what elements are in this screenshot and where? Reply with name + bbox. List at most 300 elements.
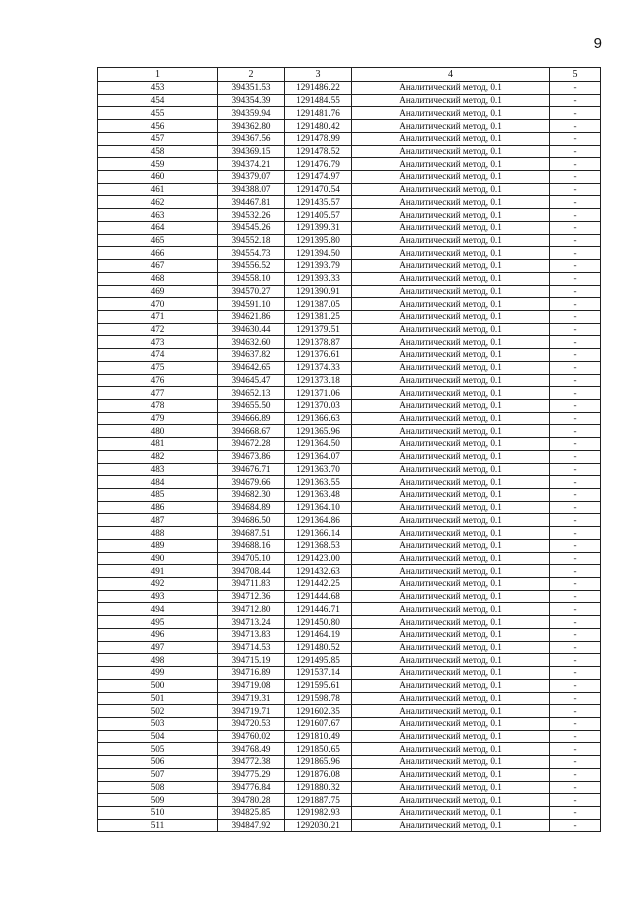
- point-number-cell: 493: [98, 590, 218, 603]
- point-number-cell: 461: [98, 183, 218, 196]
- y-coordinate-cell: 1291444.68: [285, 590, 352, 603]
- table-row: [98, 527, 601, 540]
- y-coordinate-cell: 1291368.53: [285, 539, 352, 552]
- note-cell: -: [550, 361, 601, 374]
- y-coordinate-cell: 1291365.96: [285, 425, 352, 438]
- method-cell: Аналитический метод, 0.1: [352, 654, 550, 667]
- point-number-cell: 469: [98, 285, 218, 298]
- x-coordinate-cell: 394621.86: [218, 310, 285, 323]
- point-number-cell: 457: [98, 132, 218, 145]
- note-cell: -: [550, 768, 601, 781]
- table-row: [98, 794, 601, 807]
- y-coordinate-cell: 1292030.21: [285, 819, 352, 832]
- point-number-cell: 483: [98, 463, 218, 476]
- point-number-cell: 474: [98, 349, 218, 362]
- y-coordinate-cell: 1291442.25: [285, 578, 352, 591]
- y-coordinate-cell: 1291363.48: [285, 489, 352, 502]
- table-row: [98, 234, 601, 247]
- table-row: [98, 399, 601, 412]
- y-coordinate-cell: 1291363.70: [285, 463, 352, 476]
- note-cell: -: [550, 221, 601, 234]
- x-coordinate-cell: 394374.21: [218, 158, 285, 171]
- method-cell: Аналитический метод, 0.1: [352, 234, 550, 247]
- y-coordinate-cell: 1291394.50: [285, 247, 352, 260]
- x-coordinate-cell: 394652.13: [218, 387, 285, 400]
- point-number-cell: 477: [98, 387, 218, 400]
- method-cell: Аналитический метод, 0.1: [352, 260, 550, 273]
- header-row: [98, 68, 601, 82]
- point-number-cell: 473: [98, 336, 218, 349]
- method-cell: Аналитический метод, 0.1: [352, 310, 550, 323]
- y-coordinate-cell: 1291446.71: [285, 603, 352, 616]
- point-number-cell: 454: [98, 94, 218, 107]
- method-cell: Аналитический метод, 0.1: [352, 221, 550, 234]
- x-coordinate-cell: 394682.30: [218, 489, 285, 502]
- point-number-cell: 475: [98, 361, 218, 374]
- x-coordinate-cell: 394687.51: [218, 527, 285, 540]
- page-number: 9: [593, 35, 602, 52]
- note-cell: -: [550, 756, 601, 769]
- point-number-cell: 482: [98, 450, 218, 463]
- y-coordinate-cell: 1291366.14: [285, 527, 352, 540]
- note-cell: -: [550, 781, 601, 794]
- table-row: [98, 336, 601, 349]
- point-number-cell: 471: [98, 310, 218, 323]
- table-row: [98, 107, 601, 120]
- note-cell: -: [550, 374, 601, 387]
- x-coordinate-cell: 394672.28: [218, 438, 285, 451]
- x-coordinate-cell: 394354.39: [218, 94, 285, 107]
- point-number-cell: 490: [98, 552, 218, 565]
- x-coordinate-cell: 394688.16: [218, 539, 285, 552]
- note-cell: -: [550, 654, 601, 667]
- note-cell: -: [550, 272, 601, 285]
- table-row: [98, 310, 601, 323]
- x-coordinate-cell: 394716.89: [218, 667, 285, 680]
- note-cell: -: [550, 260, 601, 273]
- y-coordinate-cell: 1291387.05: [285, 298, 352, 311]
- table-row: [98, 743, 601, 756]
- method-cell: Аналитический метод, 0.1: [352, 616, 550, 629]
- point-number-cell: 467: [98, 260, 218, 273]
- note-cell: -: [550, 578, 601, 591]
- x-coordinate-cell: 394388.07: [218, 183, 285, 196]
- table-row: [98, 247, 601, 260]
- method-cell: Аналитический метод, 0.1: [352, 501, 550, 514]
- note-cell: -: [550, 527, 601, 540]
- point-number-cell: 503: [98, 717, 218, 730]
- y-coordinate-cell: 1291374.33: [285, 361, 352, 374]
- point-number-cell: 479: [98, 412, 218, 425]
- point-number-cell: 501: [98, 692, 218, 705]
- method-cell: Аналитический метод, 0.1: [352, 565, 550, 578]
- header-col-2: 2: [218, 68, 285, 82]
- method-cell: Аналитический метод, 0.1: [352, 717, 550, 730]
- point-number-cell: 487: [98, 514, 218, 527]
- table-row: [98, 756, 601, 769]
- x-coordinate-cell: 394645.47: [218, 374, 285, 387]
- table-row: [98, 489, 601, 502]
- point-number-cell: 468: [98, 272, 218, 285]
- x-coordinate-cell: 394558.10: [218, 272, 285, 285]
- table-row: [98, 260, 601, 273]
- x-coordinate-cell: 394712.36: [218, 590, 285, 603]
- x-coordinate-cell: 394668.67: [218, 425, 285, 438]
- note-cell: -: [550, 552, 601, 565]
- method-cell: Аналитический метод, 0.1: [352, 349, 550, 362]
- method-cell: Аналитический метод, 0.1: [352, 730, 550, 743]
- table-row: [98, 590, 601, 603]
- table-row: [98, 806, 601, 819]
- note-cell: -: [550, 94, 601, 107]
- point-number-cell: 481: [98, 438, 218, 451]
- y-coordinate-cell: 1291887.75: [285, 794, 352, 807]
- note-cell: -: [550, 628, 601, 641]
- point-number-cell: 478: [98, 399, 218, 412]
- point-number-cell: 453: [98, 82, 218, 95]
- table-row: [98, 692, 601, 705]
- header-col-1: 1: [98, 68, 218, 82]
- x-coordinate-cell: 394676.71: [218, 463, 285, 476]
- note-cell: -: [550, 196, 601, 209]
- y-coordinate-cell: 1291598.78: [285, 692, 352, 705]
- point-number-cell: 506: [98, 756, 218, 769]
- table-row: [98, 539, 601, 552]
- note-cell: -: [550, 705, 601, 718]
- y-coordinate-cell: 1291373.18: [285, 374, 352, 387]
- table-row: [98, 552, 601, 565]
- x-coordinate-cell: 394367.56: [218, 132, 285, 145]
- y-coordinate-cell: 1291423.00: [285, 552, 352, 565]
- method-cell: Аналитический метод, 0.1: [352, 781, 550, 794]
- table-row: [98, 667, 601, 680]
- point-number-cell: 504: [98, 730, 218, 743]
- note-cell: -: [550, 501, 601, 514]
- note-cell: -: [550, 183, 601, 196]
- note-cell: -: [550, 285, 601, 298]
- method-cell: Аналитический метод, 0.1: [352, 107, 550, 120]
- y-coordinate-cell: 1291395.80: [285, 234, 352, 247]
- x-coordinate-cell: 394532.26: [218, 209, 285, 222]
- method-cell: Аналитический метод, 0.1: [352, 425, 550, 438]
- table-row: [98, 120, 601, 133]
- point-number-cell: 496: [98, 628, 218, 641]
- table-row: [98, 616, 601, 629]
- table-row: [98, 158, 601, 171]
- x-coordinate-cell: 394715.19: [218, 654, 285, 667]
- method-cell: Аналитический метод, 0.1: [352, 514, 550, 527]
- x-coordinate-cell: 394772.38: [218, 756, 285, 769]
- table-row: [98, 361, 601, 374]
- table-row: [98, 323, 601, 336]
- y-coordinate-cell: 1291390.91: [285, 285, 352, 298]
- table-row: [98, 94, 601, 107]
- y-coordinate-cell: 1291364.07: [285, 450, 352, 463]
- note-cell: -: [550, 145, 601, 158]
- method-cell: Аналитический метод, 0.1: [352, 94, 550, 107]
- table-row: [98, 730, 601, 743]
- x-coordinate-cell: 394768.49: [218, 743, 285, 756]
- note-cell: -: [550, 82, 601, 95]
- x-coordinate-cell: 394780.28: [218, 794, 285, 807]
- method-cell: Аналитический метод, 0.1: [352, 539, 550, 552]
- x-coordinate-cell: 394720.53: [218, 717, 285, 730]
- point-number-cell: 495: [98, 616, 218, 629]
- point-number-cell: 464: [98, 221, 218, 234]
- note-cell: -: [550, 209, 601, 222]
- x-coordinate-cell: 394467.81: [218, 196, 285, 209]
- y-coordinate-cell: 1291602.35: [285, 705, 352, 718]
- method-cell: Аналитический метод, 0.1: [352, 692, 550, 705]
- method-cell: Аналитический метод, 0.1: [352, 705, 550, 718]
- x-coordinate-cell: 394713.83: [218, 628, 285, 641]
- method-cell: Аналитический метод, 0.1: [352, 336, 550, 349]
- table-row: [98, 641, 601, 654]
- y-coordinate-cell: 1291495.85: [285, 654, 352, 667]
- note-cell: -: [550, 158, 601, 171]
- point-number-cell: 460: [98, 171, 218, 184]
- table-row: [98, 412, 601, 425]
- coordinates-table: [97, 67, 601, 832]
- x-coordinate-cell: 394711.83: [218, 578, 285, 591]
- point-number-cell: 486: [98, 501, 218, 514]
- point-number-cell: 463: [98, 209, 218, 222]
- method-cell: Аналитический метод, 0.1: [352, 463, 550, 476]
- method-cell: Аналитический метод, 0.1: [352, 298, 550, 311]
- x-coordinate-cell: 394684.89: [218, 501, 285, 514]
- y-coordinate-cell: 1291393.79: [285, 260, 352, 273]
- x-coordinate-cell: 394679.66: [218, 476, 285, 489]
- y-coordinate-cell: 1291880.32: [285, 781, 352, 794]
- x-coordinate-cell: 394847.92: [218, 819, 285, 832]
- table-row: [98, 781, 601, 794]
- y-coordinate-cell: 1291379.51: [285, 323, 352, 336]
- note-cell: -: [550, 450, 601, 463]
- table-row: [98, 209, 601, 222]
- table-row: [98, 705, 601, 718]
- y-coordinate-cell: 1291364.50: [285, 438, 352, 451]
- x-coordinate-cell: 394369.15: [218, 145, 285, 158]
- y-coordinate-cell: 1291478.52: [285, 145, 352, 158]
- y-coordinate-cell: 1291982.93: [285, 806, 352, 819]
- note-cell: -: [550, 730, 601, 743]
- method-cell: Аналитический метод, 0.1: [352, 438, 550, 451]
- point-number-cell: 488: [98, 527, 218, 540]
- x-coordinate-cell: 394362.80: [218, 120, 285, 133]
- x-coordinate-cell: 394825.85: [218, 806, 285, 819]
- y-coordinate-cell: 1291480.52: [285, 641, 352, 654]
- table-row: [98, 679, 601, 692]
- method-cell: Аналитический метод, 0.1: [352, 247, 550, 260]
- method-cell: Аналитический метод, 0.1: [352, 196, 550, 209]
- method-cell: Аналитический метод, 0.1: [352, 209, 550, 222]
- y-coordinate-cell: 1291470.54: [285, 183, 352, 196]
- point-number-cell: 465: [98, 234, 218, 247]
- point-number-cell: 505: [98, 743, 218, 756]
- x-coordinate-cell: 394630.44: [218, 323, 285, 336]
- y-coordinate-cell: 1291865.96: [285, 756, 352, 769]
- note-cell: -: [550, 298, 601, 311]
- table-row: [98, 463, 601, 476]
- note-cell: -: [550, 310, 601, 323]
- method-cell: Аналитический метод, 0.1: [352, 578, 550, 591]
- y-coordinate-cell: 1291537.14: [285, 667, 352, 680]
- point-number-cell: 509: [98, 794, 218, 807]
- method-cell: Аналитический метод, 0.1: [352, 158, 550, 171]
- x-coordinate-cell: 394642.65: [218, 361, 285, 374]
- method-cell: Аналитический метод, 0.1: [352, 743, 550, 756]
- y-coordinate-cell: 1291474.97: [285, 171, 352, 184]
- note-cell: -: [550, 323, 601, 336]
- method-cell: Аналитический метод, 0.1: [352, 489, 550, 502]
- table-row: [98, 425, 601, 438]
- note-cell: -: [550, 616, 601, 629]
- method-cell: Аналитический метод, 0.1: [352, 794, 550, 807]
- method-cell: Аналитический метод, 0.1: [352, 183, 550, 196]
- table-row: [98, 476, 601, 489]
- point-number-cell: 456: [98, 120, 218, 133]
- method-cell: Аналитический метод, 0.1: [352, 132, 550, 145]
- note-cell: -: [550, 743, 601, 756]
- x-coordinate-cell: 394719.71: [218, 705, 285, 718]
- method-cell: Аналитический метод, 0.1: [352, 806, 550, 819]
- method-cell: Аналитический метод, 0.1: [352, 361, 550, 374]
- point-number-cell: 458: [98, 145, 218, 158]
- y-coordinate-cell: 1291810.49: [285, 730, 352, 743]
- point-number-cell: 484: [98, 476, 218, 489]
- x-coordinate-cell: 394655.50: [218, 399, 285, 412]
- note-cell: -: [550, 489, 601, 502]
- point-number-cell: 507: [98, 768, 218, 781]
- note-cell: -: [550, 438, 601, 451]
- y-coordinate-cell: 1291481.76: [285, 107, 352, 120]
- point-number-cell: 494: [98, 603, 218, 616]
- method-cell: Аналитический метод, 0.1: [352, 476, 550, 489]
- table-row: [98, 578, 601, 591]
- y-coordinate-cell: 1291607.67: [285, 717, 352, 730]
- method-cell: Аналитический метод, 0.1: [352, 819, 550, 832]
- method-cell: Аналитический метод, 0.1: [352, 399, 550, 412]
- x-coordinate-cell: 394760.02: [218, 730, 285, 743]
- note-cell: -: [550, 234, 601, 247]
- y-coordinate-cell: 1291364.86: [285, 514, 352, 527]
- method-cell: Аналитический метод, 0.1: [352, 171, 550, 184]
- note-cell: -: [550, 679, 601, 692]
- y-coordinate-cell: 1291366.63: [285, 412, 352, 425]
- table-row: [98, 221, 601, 234]
- note-cell: -: [550, 171, 601, 184]
- method-cell: Аналитический метод, 0.1: [352, 285, 550, 298]
- x-coordinate-cell: 394556.52: [218, 260, 285, 273]
- table-row: [98, 654, 601, 667]
- method-cell: Аналитический метод, 0.1: [352, 145, 550, 158]
- method-cell: Аналитический метод, 0.1: [352, 603, 550, 616]
- table-row: [98, 145, 601, 158]
- method-cell: Аналитический метод, 0.1: [352, 641, 550, 654]
- point-number-cell: 455: [98, 107, 218, 120]
- table-body: [98, 82, 601, 832]
- note-cell: -: [550, 425, 601, 438]
- x-coordinate-cell: 394686.50: [218, 514, 285, 527]
- method-cell: Аналитический метод, 0.1: [352, 768, 550, 781]
- note-cell: -: [550, 717, 601, 730]
- y-coordinate-cell: 1291432.63: [285, 565, 352, 578]
- x-coordinate-cell: 394673.86: [218, 450, 285, 463]
- method-cell: Аналитический метод, 0.1: [352, 82, 550, 95]
- note-cell: -: [550, 476, 601, 489]
- x-coordinate-cell: 394379.07: [218, 171, 285, 184]
- x-coordinate-cell: 394545.26: [218, 221, 285, 234]
- note-cell: -: [550, 565, 601, 578]
- x-coordinate-cell: 394713.24: [218, 616, 285, 629]
- table-row: [98, 82, 601, 95]
- y-coordinate-cell: 1291464.19: [285, 628, 352, 641]
- x-coordinate-cell: 394359.94: [218, 107, 285, 120]
- table-row: [98, 603, 601, 616]
- table-row: [98, 298, 601, 311]
- note-cell: -: [550, 399, 601, 412]
- x-coordinate-cell: 394714.53: [218, 641, 285, 654]
- table-row: [98, 438, 601, 451]
- point-number-cell: 499: [98, 667, 218, 680]
- table-row: [98, 514, 601, 527]
- table-row: [98, 132, 601, 145]
- note-cell: -: [550, 794, 601, 807]
- method-cell: Аналитический метод, 0.1: [352, 387, 550, 400]
- note-cell: -: [550, 667, 601, 680]
- y-coordinate-cell: 1291371.06: [285, 387, 352, 400]
- note-cell: -: [550, 132, 601, 145]
- method-cell: Аналитический метод, 0.1: [352, 756, 550, 769]
- x-coordinate-cell: 394719.31: [218, 692, 285, 705]
- x-coordinate-cell: 394776.84: [218, 781, 285, 794]
- note-cell: -: [550, 819, 601, 832]
- method-cell: Аналитический метод, 0.1: [352, 679, 550, 692]
- y-coordinate-cell: 1291378.87: [285, 336, 352, 349]
- y-coordinate-cell: 1291376.61: [285, 349, 352, 362]
- method-cell: Аналитический метод, 0.1: [352, 628, 550, 641]
- method-cell: Аналитический метод, 0.1: [352, 667, 550, 680]
- y-coordinate-cell: 1291363.55: [285, 476, 352, 489]
- x-coordinate-cell: 394708.44: [218, 565, 285, 578]
- note-cell: -: [550, 349, 601, 362]
- table-row: [98, 565, 601, 578]
- note-cell: -: [550, 412, 601, 425]
- point-number-cell: 491: [98, 565, 218, 578]
- point-number-cell: 492: [98, 578, 218, 591]
- note-cell: -: [550, 514, 601, 527]
- table-row: [98, 272, 601, 285]
- point-number-cell: 476: [98, 374, 218, 387]
- y-coordinate-cell: 1291381.25: [285, 310, 352, 323]
- note-cell: -: [550, 387, 601, 400]
- y-coordinate-cell: 1291478.99: [285, 132, 352, 145]
- x-coordinate-cell: 394719.08: [218, 679, 285, 692]
- note-cell: -: [550, 539, 601, 552]
- table-header: [98, 68, 601, 82]
- table-row: [98, 196, 601, 209]
- y-coordinate-cell: 1291850.65: [285, 743, 352, 756]
- point-number-cell: 485: [98, 489, 218, 502]
- point-number-cell: 480: [98, 425, 218, 438]
- point-number-cell: 511: [98, 819, 218, 832]
- y-coordinate-cell: 1291450.80: [285, 616, 352, 629]
- x-coordinate-cell: 394632.60: [218, 336, 285, 349]
- table-row: [98, 285, 601, 298]
- y-coordinate-cell: 1291595.61: [285, 679, 352, 692]
- table-row: [98, 501, 601, 514]
- method-cell: Аналитический метод, 0.1: [352, 412, 550, 425]
